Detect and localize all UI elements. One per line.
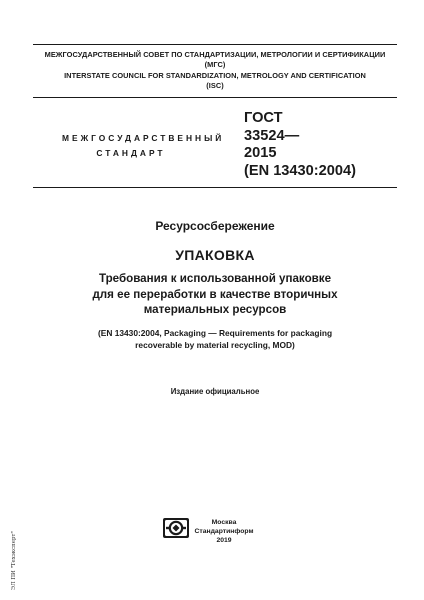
publisher-name: Стандартинформ	[194, 528, 254, 536]
publisher-year: 2019	[216, 537, 232, 545]
gost-line3: 2015	[244, 145, 277, 162]
top-rule	[33, 44, 397, 45]
gost-line2: 33524—	[244, 127, 300, 144]
council-ru-line1: МЕЖГОСУДАРСТВЕННЫЙ СОВЕТ ПО СТАНДАРТИЗАЦИИ, МЕТРОЛОГИИ И СЕРТИФИКАЦИИ	[44, 50, 386, 59]
publisher-city: Москва	[211, 519, 237, 526]
topic-title: Ресурсосбережение	[155, 219, 275, 233]
side-watermark: ЭЛ ПИ "Техэксперт"	[11, 531, 17, 590]
english-title	[40, 327, 390, 351]
interstate-line1: МЕЖГОСУДАРСТВЕННЫЙ	[62, 133, 225, 143]
gost-line1: ГОСТ	[244, 110, 283, 126]
gost-line4: (EN 13430:2004)	[244, 162, 356, 179]
subtitle-line3: материальных ресурсов	[143, 303, 287, 316]
main-title: УПАКОВКА	[175, 247, 255, 263]
interstate-line2: СТАНДАРТ	[96, 148, 166, 158]
gost-designation	[244, 110, 404, 180]
council-header	[28, 50, 402, 92]
standartinform-logo-icon	[162, 517, 190, 539]
title-rule	[33, 187, 397, 188]
header-rule	[33, 97, 397, 98]
english-title-line1: (EN 13430:2004, Packaging — Requirements for packaging	[97, 328, 333, 338]
subtitle	[40, 271, 390, 318]
subtitle-line2: для ее переработки в качестве вторичных	[92, 287, 338, 301]
subtitle-line1: Требования к использованной упаковке	[98, 272, 332, 285]
english-title-line2: recoverable by material recycling, MOD)	[135, 340, 295, 350]
council-en-line2: (ISC)	[206, 81, 224, 91]
edition-label: Издание официальное	[170, 387, 260, 396]
publisher-block	[194, 518, 254, 546]
interstate-standard-label	[62, 131, 225, 161]
council-en-line1: INTERSTATE COUNCIL FOR STANDARDIZATION, METROLOGY AND CERTIFICATION	[64, 70, 366, 80]
council-ru-line2: (МГС)	[204, 60, 226, 70]
